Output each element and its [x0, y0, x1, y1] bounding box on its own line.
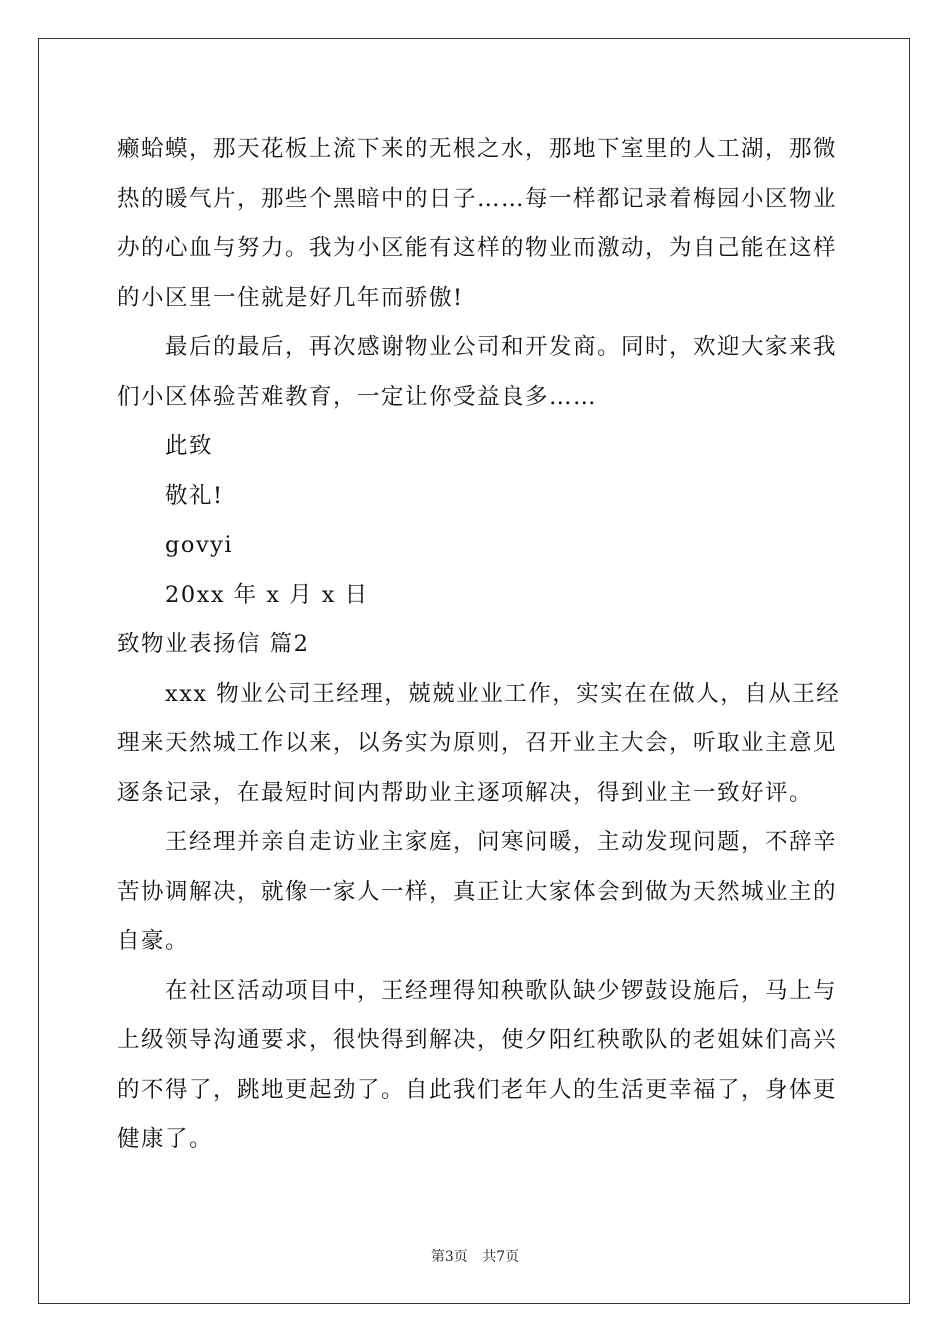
- page-footer: [0, 1246, 950, 1266]
- paragraph-line: 办的心血与努力。我为小区能有这样的物业而激动，为自己能在这样: [117, 235, 838, 261]
- paragraph-line: 健康了。: [117, 1126, 214, 1152]
- paragraph-line: 苦协调解决，就像一家人一样，真正让大家体会到做为天然城业主的: [117, 878, 838, 905]
- paragraph-line: 逐条记录，在最短时间内帮助业主逐项解决，得到业主一致好评。: [117, 779, 814, 806]
- closing-respect: 敬礼!: [165, 482, 224, 509]
- paragraph-line: 理来天然城工作以来，以务实为原则，召开业主大会，听取业主意见: [117, 730, 838, 756]
- paragraph-line: xxx 物业公司王经理，兢兢业业工作，实实在在做人，自从王经: [165, 680, 841, 707]
- page-number-total: 共7页: [482, 1249, 520, 1265]
- paragraph-line: 们小区体验苦难教育，一定让你受益良多……: [117, 383, 598, 410]
- paragraph-line: 王经理并亲自走访业主家庭，问寒问暖，主动发现问题，不辞辛: [165, 829, 838, 855]
- document-body: [117, 125, 841, 1165]
- paragraph-line: 自豪。: [117, 928, 190, 954]
- closing-salute: 此致: [165, 433, 214, 459]
- paragraph-line: 最后的最后，再次感谢物业公司和开发商。同时，欢迎大家来我: [165, 334, 838, 360]
- paragraph-line: 上级领导沟通要求，很快得到解决，使夕阳红秧歌队的老姐妹们高兴: [117, 1027, 838, 1053]
- page-number-current: 第3页: [430, 1249, 468, 1265]
- paragraph-line: 的不得了，跳地更起劲了。自此我们老年人的生活更幸福了，身体更: [117, 1076, 838, 1103]
- signature: govyi: [165, 532, 234, 558]
- paragraph-line: 在社区活动项目中，王经理得知秧歌队缺少锣鼓设施后，马上与: [165, 977, 838, 1004]
- paragraph-line: 的小区里一住就是好几年而骄傲!: [117, 284, 464, 311]
- section-title: 致物业表扬信 篇2: [117, 631, 310, 657]
- paragraph-line: 癞蛤蟆，那天花板上流下来的无根之水，那地下室里的人工湖，那微: [117, 136, 838, 162]
- paragraph-line: 热的暖气片，那些个黑暗中的日子……每一样都记录着梅园小区物业: [117, 185, 838, 212]
- letter-date: 20xx 年 x 月 x 日: [165, 581, 369, 608]
